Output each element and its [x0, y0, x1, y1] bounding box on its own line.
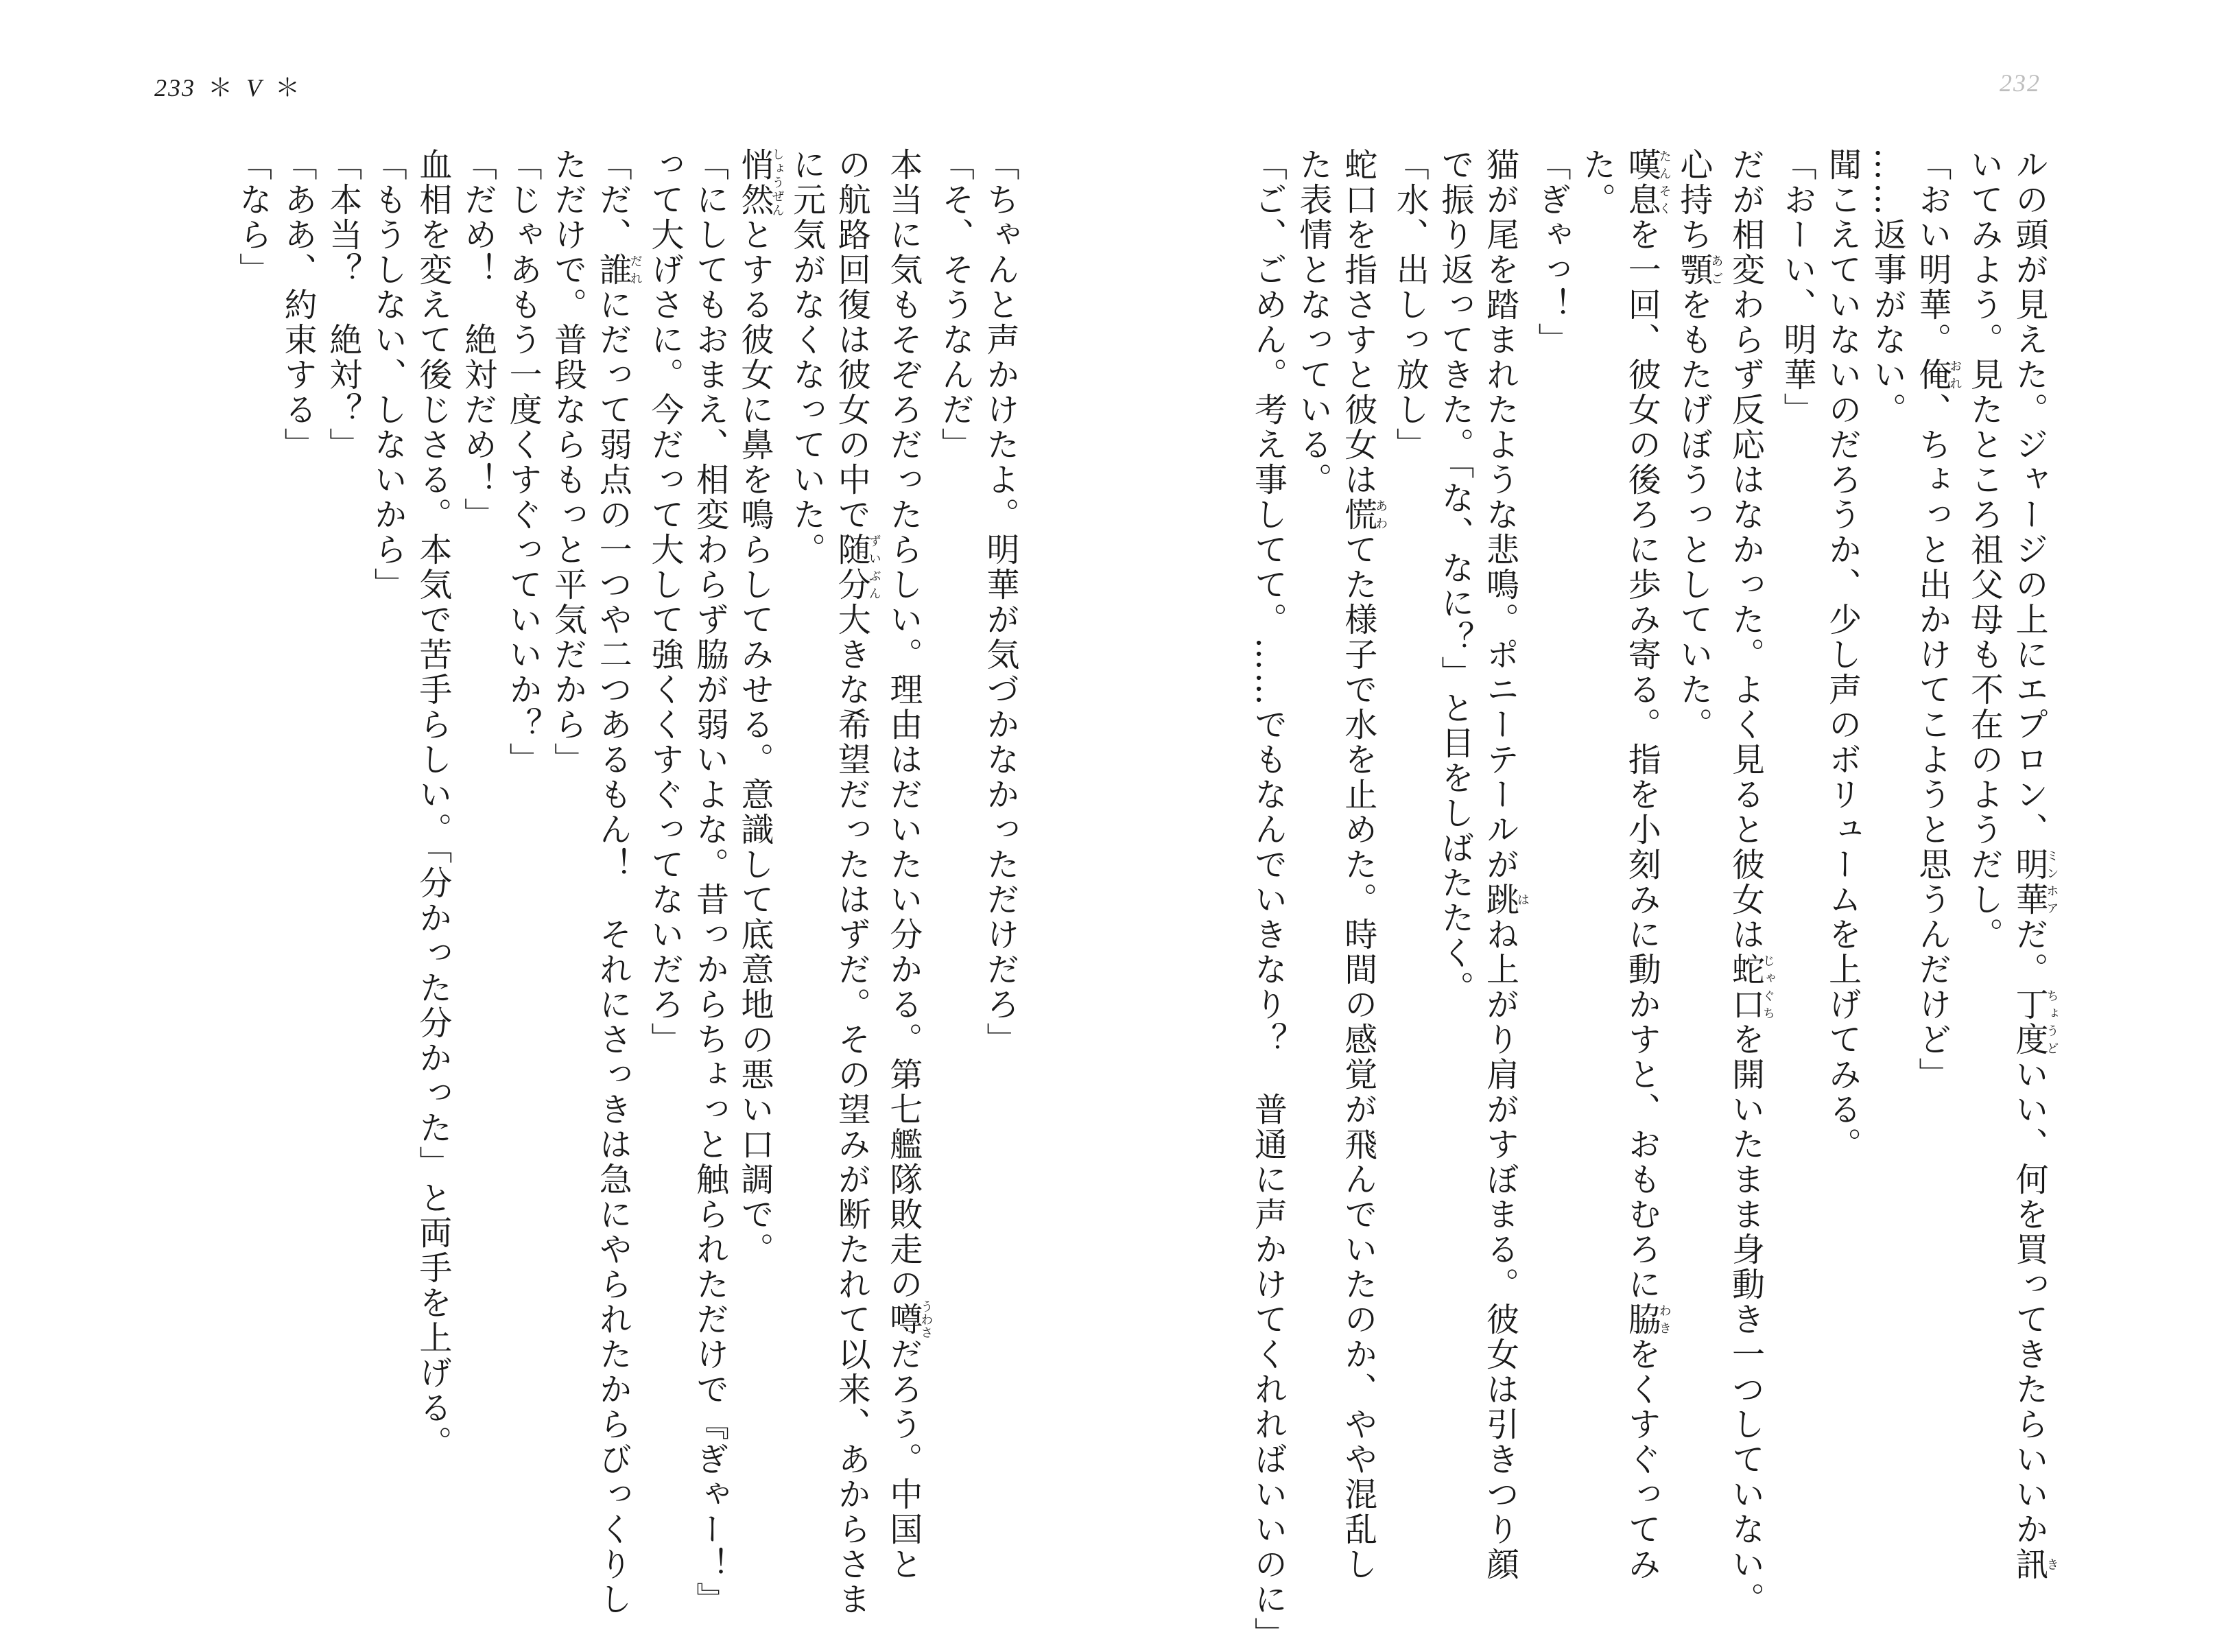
text-line — [1819, 148, 1864, 1547]
text-segment: 「ちゃんと声かけたよ。明華が気づかなかっただけだろ」 — [981, 148, 1019, 1057]
text-segment: 猫が尾を踏まれたような悲鳴。ポニーテールが — [1480, 148, 1519, 882]
star-ornament: ＊ — [208, 74, 235, 102]
text-segment: で振り返ってきた。「な、なに？」と目をしばたたく。 — [1435, 148, 1474, 1006]
text-line — [590, 148, 643, 1617]
text-segment: ただけで。普段ならもっと平気だから」 — [548, 148, 587, 777]
text-segment: ……返事がない。 — [1868, 148, 1907, 427]
text-segment: 「水、出しっ放し」 — [1390, 148, 1430, 462]
text-segment: 聞こえていないのだろうか、少し声のボリュームを上げてみる。 — [1823, 148, 1862, 1162]
text-line — [1528, 148, 1574, 1547]
text-line — [499, 148, 545, 1547]
furigana-reading: ずいぶん — [866, 532, 881, 602]
text-segment: を一回、彼女の後ろに歩み寄る。指を小刻みに動かすと、おもむろに — [1622, 217, 1661, 1302]
text-segment: をもたげぼうっとしていた。 — [1674, 287, 1713, 742]
furigana-reading: わき — [1657, 1302, 1672, 1337]
text-segment: 「にしてもおまえ、相変わらず脇が弱いよな。昔っからちょっと触られただけで『ぎゃー！』 — [690, 148, 729, 1617]
left-page-number: 233 — [154, 74, 195, 102]
text-line — [1432, 148, 1477, 1547]
text-segment: ルの頭が見えた。ジャージの上にエプロン、 — [2010, 148, 2048, 847]
text-segment: とする彼女に鼻を鳴らしてみせる。意識して底意地の悪い口調で。 — [735, 217, 774, 1267]
text-segment: 大きな希望だったはずだ。その望みが断たれて以来、あからさま — [832, 602, 871, 1617]
furigana-word: 丁度ちょうど — [2010, 987, 2059, 1057]
furigana-reading: あご — [1709, 252, 1724, 287]
furigana-word: 悄然しょうぜん — [735, 148, 785, 217]
text-segment: 、ちょっと出かけてこようと思うんだけど」 — [1912, 392, 1952, 1092]
text-line — [783, 148, 829, 1547]
text-segment: 「じゃあもう一度くすぐっていいか？」 — [503, 148, 543, 777]
text-segment: 「だめ！ 絶対だめ！」 — [458, 148, 497, 532]
text-line — [1909, 148, 1961, 1547]
furigana-reading: は — [1515, 882, 1530, 917]
furigana-word: 跳は — [1480, 882, 1530, 917]
text-line — [410, 148, 455, 1547]
right-page-text — [1166, 148, 2059, 1652]
furigana-reading: うわさ — [918, 1300, 934, 1339]
text-line — [1477, 148, 1530, 1582]
text-segment: 本当に気もそぞろだったらしい。理由はだいたい分かる。第七艦隊敗走の — [884, 148, 923, 1302]
furigana-reading: き — [2044, 1547, 2059, 1582]
furigana-reading: しょうぜん — [770, 148, 785, 217]
text-segment: に元気がなくなっていた。 — [787, 148, 826, 567]
furigana-word: 随分ずいぶん — [832, 532, 881, 602]
text-segment: だ。 — [2010, 917, 2048, 987]
text-segment: だが相変わらず反応はなかった。よく見ると彼女は — [1726, 148, 1765, 952]
furigana-reading: たんそく — [1657, 148, 1672, 217]
furigana-word: 蛇口じゃぐち — [1726, 952, 1775, 1022]
text-line — [275, 148, 320, 1547]
text-segment: 心持ち — [1674, 148, 1713, 252]
text-segment: てた様子で水を止めた。時間の感覚が飛んでいたのか、やや混乱し — [1338, 532, 1377, 1582]
text-segment: の航路回復は彼女の中で — [832, 148, 871, 532]
text-line — [1574, 148, 1619, 1547]
text-segment: 「ご、ごめん。考え事してて。……でもなんでいきなり？ 普通に声かけてくれればいいのに」 — [1248, 148, 1288, 1652]
text-segment: 「だ、 — [593, 148, 632, 252]
text-line — [545, 148, 590, 1547]
furigana-word: 嘆息たんそく — [1622, 148, 1672, 217]
text-line — [1290, 148, 1336, 1547]
text-segment: いてみよう。見たところ祖父母も不在のようだし。 — [1965, 148, 2004, 952]
furigana-reading: じゃぐち — [1760, 952, 1775, 1022]
furigana-word: 誰だれ — [593, 252, 643, 287]
furigana-word: 俺おれ — [1912, 357, 1963, 392]
right-page-number: 232 — [2000, 69, 2041, 97]
left-page-text — [130, 148, 1022, 1617]
text-line — [731, 148, 783, 1547]
text-line — [1335, 148, 1388, 1582]
furigana-word: 顎あご — [1674, 252, 1724, 287]
text-segment: を開いたまま身動き一つしていない。 — [1726, 1022, 1765, 1617]
chapter-title: V — [246, 74, 263, 102]
furigana-reading: あわ — [1373, 497, 1388, 532]
text-line — [2006, 148, 2059, 1582]
text-segment: だろう。中国と — [884, 1337, 923, 1582]
text-segment: 「なら」 — [233, 148, 272, 287]
text-segment: 「おーい、明華」 — [1778, 148, 1817, 427]
text-line — [1387, 148, 1432, 1547]
text-line — [230, 148, 275, 1547]
text-segment: 血相を変えて後じさる。本気で苦手らしい。「分かった分かった」と両手を上げる。 — [413, 148, 452, 1461]
text-segment: 「そ、そうなんだ」 — [936, 148, 975, 462]
text-line — [932, 148, 977, 1547]
text-line — [1774, 148, 1819, 1547]
furigana-word: 訊き — [2010, 1547, 2059, 1582]
text-segment: 「ああ、約束する」 — [278, 148, 318, 462]
furigana-word: 明華ミンホア — [2010, 847, 2059, 917]
text-line — [1864, 148, 1910, 1547]
text-segment: いい、何を買ってきたらいいか — [2010, 1057, 2048, 1547]
text-segment: た。 — [1577, 148, 1616, 217]
left-page-header — [154, 69, 313, 104]
text-line — [1245, 148, 1290, 1652]
text-segment: にだって弱点の一つや二つあるもん！ それにさっきは急にやられたからびっくりし — [593, 287, 632, 1617]
text-line — [1722, 148, 1775, 1617]
text-line — [1619, 148, 1672, 1582]
text-segment: ね上がり肩がすぼまる。彼女は引きつり顔 — [1480, 917, 1519, 1582]
furigana-reading: だれ — [628, 252, 643, 287]
text-segment: 「本当？ 絶対？」 — [323, 148, 362, 462]
text-segment: 「ぎゃっ！」 — [1532, 148, 1572, 357]
furigana-reading: ちょうど — [2044, 987, 2059, 1057]
text-segment: 蛇口を指さすと彼女は — [1338, 148, 1377, 497]
text-segment: た表情となっている。 — [1294, 148, 1333, 497]
text-line — [1961, 148, 2006, 1547]
star-ornament: ＊ — [275, 74, 302, 102]
text-line — [977, 148, 1022, 1547]
text-segment: 「もうしない、しないから」 — [368, 148, 407, 602]
text-segment: 「おい明華。 — [1912, 148, 1952, 357]
furigana-word: 慌あわ — [1338, 497, 1388, 532]
text-line — [1670, 148, 1722, 1547]
text-line — [455, 148, 500, 1547]
text-line — [641, 148, 687, 1547]
text-line — [829, 148, 881, 1617]
text-line — [687, 148, 732, 1617]
right-page-header — [2000, 69, 2041, 97]
furigana-reading: おれ — [1947, 357, 1963, 392]
furigana-word: 脇わき — [1622, 1302, 1672, 1337]
text-line — [880, 148, 934, 1582]
text-line — [365, 148, 410, 1547]
text-segment: をくすぐってみ — [1622, 1337, 1661, 1582]
furigana-reading: ミンホア — [2044, 847, 2059, 917]
furigana-word: 噂うわさ — [884, 1300, 934, 1339]
text-segment: って大げさに。今だって大して強くくすぐってないだろ」 — [645, 148, 684, 1057]
text-line — [320, 148, 365, 1547]
